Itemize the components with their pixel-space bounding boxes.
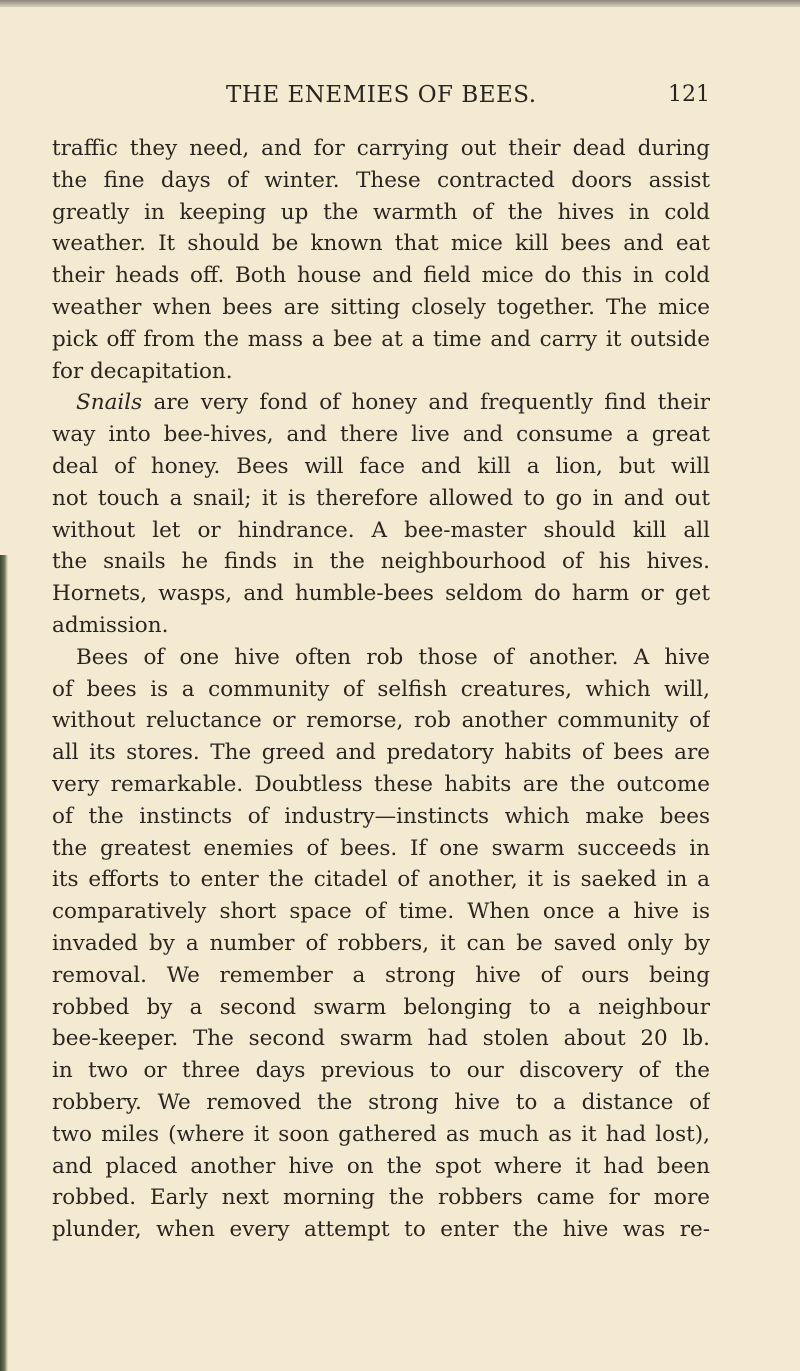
text-line-12: not touch a snail; it is therefore allowed to go in and out [52, 485, 710, 511]
text-line-1: traffic they need, and for carrying out their dead during [52, 136, 710, 161]
text-line-6: weather when bees are sitting closely together. The mice [52, 294, 710, 320]
text-line-23: the greatest enemies of bees. If one swarm succeeds in [52, 835, 710, 861]
text-line-24: its efforts to enter the citadel of another, it is saeked in a [52, 867, 710, 893]
text-line-34: robbed. Early next morning the robbers came for more [52, 1185, 710, 1211]
text-line-5: their heads off. Both house and field mice do this in cold [52, 263, 710, 289]
text-line-28: robbed by a second swarm belonging to a neighbour [52, 994, 710, 1020]
page-text [52, 133, 710, 1246]
text-line-13: without let or hindrance. A bee-master should kill all [52, 517, 710, 543]
text-line-15: Hornets, wasps, and humble-bees seldom do harm or get [52, 581, 710, 607]
text-line-21: very remarkable. Doubtless these habits are the outcome [52, 771, 710, 797]
line-9-text: are very fond of honey and frequently find their [153, 390, 710, 416]
text-line-14: the snails he finds in the neighbourhood of his hives. [52, 549, 710, 575]
text-line-31: robbery. We removed the strong hive to a distance of [52, 1089, 710, 1115]
text-line-25: comparatively short space of time. When once a hive is [52, 899, 710, 925]
top-page-rule [0, 0, 800, 7]
page-edge-shadow [0, 555, 8, 1371]
text-line-10: way into bee-hives, and there live and consume a great [52, 422, 710, 448]
text-line-11: deal of honey. Bees will face and kill a lion, but will [52, 453, 710, 479]
text-line-19: without reluctance or remorse, rob another community of [52, 708, 710, 734]
italic-snails: Snails [76, 390, 143, 416]
text-line-17: Bees of one hive often rob those of another. A hive [76, 644, 710, 670]
text-line-20: all its stores. The greed and predatory habits of bees are [52, 740, 710, 766]
text-line-3: greatly in keeping up the warmth of the hives in cold [52, 199, 710, 225]
running-title: THE ENEMIES OF BEES. [226, 82, 537, 108]
text-line-29: bee-keeper. The second swarm had stolen about 20 lb. [52, 1026, 710, 1052]
text-line-35: plunder, when every attempt to enter the hive was re- [52, 1217, 710, 1243]
text-line-32: two miles (where it soon gathered as much as it had lost), [52, 1121, 710, 1147]
text-line-4: weather. It should be known that mice kill bees and eat [52, 231, 710, 257]
text-line-33: and placed another hive on the spot where it had been [52, 1153, 710, 1179]
text-line-30: in two or three days previous to our discovery of the [52, 1058, 710, 1084]
text-line-18: of bees is a community of selfish creatures, which will, [52, 676, 710, 702]
text-line-27: removal. We remember a strong hive of ours being [52, 962, 710, 988]
text-line-26: invaded by a number of robbers, it can be saved only by [52, 930, 710, 956]
running-header [52, 82, 710, 118]
text-line-2: the fine days of winter. These contracted doors assist [52, 167, 710, 193]
text-line-16: admission. [52, 612, 169, 638]
text-line-22: of the instincts of industry—instincts which make bees [52, 803, 710, 829]
text-line-7: pick off from the mass a bee at a time and carry it outside [52, 326, 710, 352]
text-line-8: for decapitation. [52, 358, 233, 384]
page-number: 121 [668, 82, 710, 107]
text-line-9 [52, 387, 710, 419]
